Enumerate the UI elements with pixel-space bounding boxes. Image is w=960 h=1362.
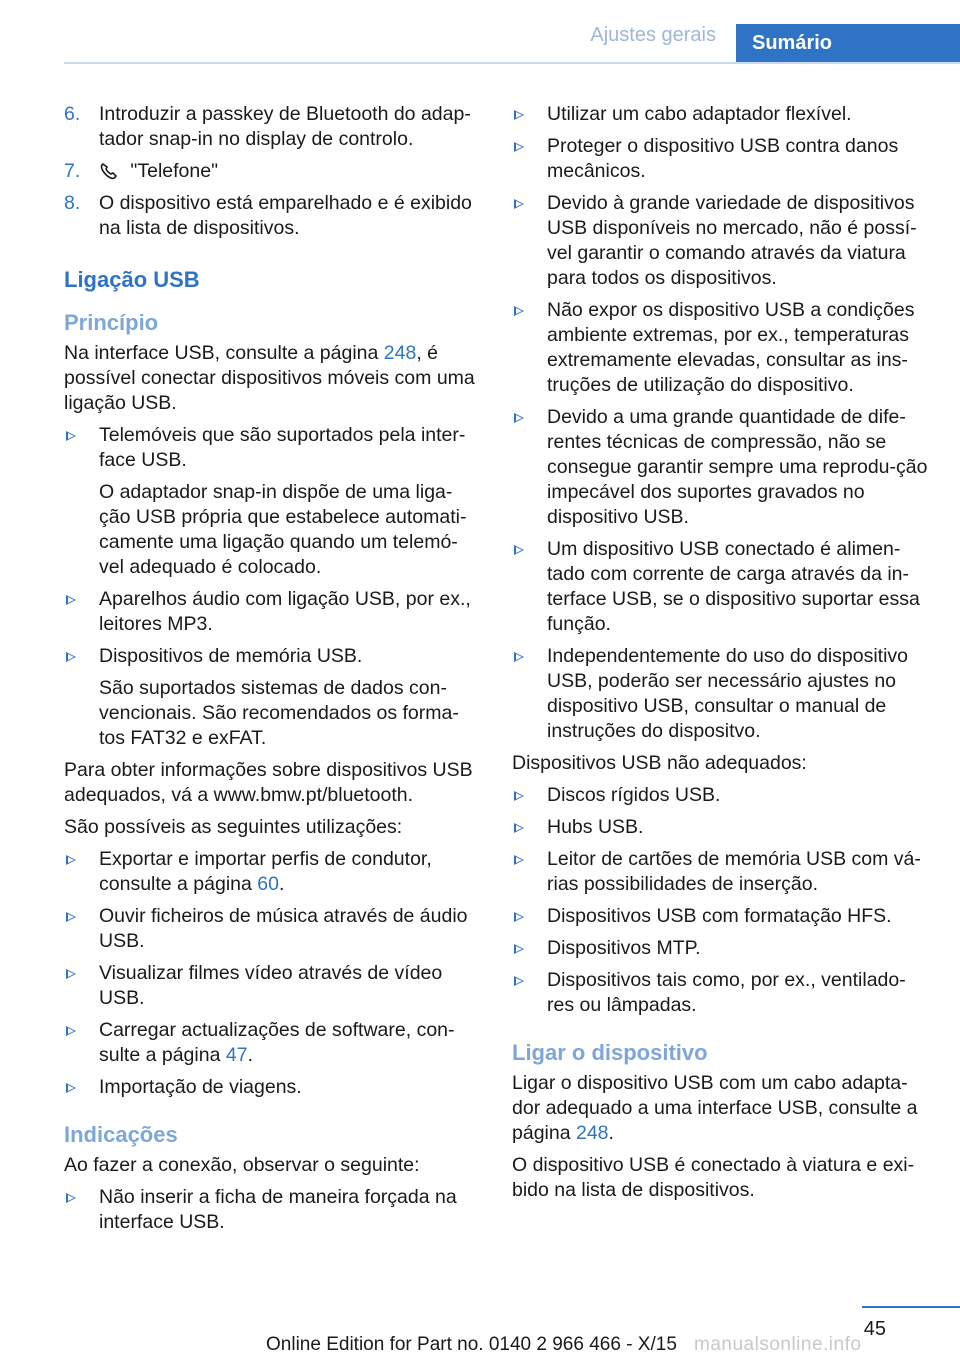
- step-text: Introduzir a passkey de Bluetooth do adap-tador snap-in no display de controlo.: [99, 103, 471, 150]
- page-link-60[interactable]: 60: [257, 873, 279, 895]
- list-item: Exportar e importar perfis de condutor, consulte a página 60.: [64, 847, 478, 897]
- section-tab-ajustes-gerais[interactable]: Ajustes gerais: [590, 24, 716, 46]
- list-item: Não expor os dispositivo USB a condições ambiente extremas, por ex., temperaturas extremamente elevadas, consultar as ins-truções de utilização do dispositivo.: [512, 298, 930, 398]
- list-item: Devido à grande variedade de dispositivos USB disponíveis no mercado, não é possí-vel garantir o comando através da viatura para todos os dispositivos.: [512, 191, 930, 291]
- list-item-detail: O adaptador snap-in dispõe de uma liga-ção USB própria que estabelece automati-camente uma ligação quando um telemó-vel adequado é colocado.: [99, 481, 467, 578]
- notes-paragraph: Ao fazer a conexão, observar o seguinte:: [64, 1154, 420, 1176]
- list-item: Carregar actualizações de software, con-sulte a página 47.: [64, 1018, 478, 1068]
- list-item: Leitor de cartões de memória USB com vá-rias possibilidades de inserção.: [512, 847, 930, 897]
- page-link-248[interactable]: 248: [575, 1122, 609, 1144]
- triangle-bullet-icon: [514, 855, 524, 865]
- connect-paragraph: Ligar o dispositivo USB com um cabo adapta-dor adequado a uma interface USB, consulte a página 248.: [512, 1072, 918, 1144]
- list-item: Utilizar um cabo adaptador flexível.: [512, 102, 930, 127]
- left-column: [64, 102, 478, 1242]
- triangle-bullet-icon: [66, 595, 76, 605]
- step-number: 7.: [64, 160, 81, 182]
- triangle-bullet-icon: [514, 545, 524, 555]
- triangle-bullet-icon: [66, 652, 76, 662]
- step-text: "Telefone": [130, 160, 218, 182]
- principle-heading: Princípio: [64, 310, 159, 335]
- triangle-bullet-icon: [514, 976, 524, 986]
- info-paragraph: Para obter informações sobre dispositivos USB adequados, vá a www.bmw.pt/bluetooth.: [64, 759, 473, 806]
- list-item: Hubs USB.: [512, 815, 930, 840]
- triangle-bullet-icon: [514, 912, 524, 922]
- list-item: Importação de viagens.: [64, 1075, 478, 1100]
- triangle-bullet-icon: [66, 431, 76, 441]
- triangle-bullet-icon: [66, 855, 76, 865]
- triangle-bullet-icon: [514, 142, 524, 152]
- step-number: 8.: [64, 192, 81, 214]
- triangle-bullet-icon: [514, 199, 524, 209]
- list-item: Proteger o dispositivo USB contra danos mecânicos.: [512, 134, 930, 184]
- principle-paragraph: Na interface USB, consulte a página 248, é possível conectar dispositivos móveis com uma ligação USB.: [64, 342, 475, 414]
- list-item: Dispositivos MTP.: [512, 936, 930, 961]
- list-item: Ouvir ficheiros de música através de áudio USB.: [64, 904, 478, 954]
- list-item: Um dispositivo USB conectado é alimen-tado com corrente de carga através da in-terface USB, se o dispositivo suportar essa função.: [512, 537, 930, 637]
- triangle-bullet-icon: [514, 823, 524, 833]
- step-8: [64, 191, 478, 241]
- usb-connection-heading: Ligação USB: [64, 267, 200, 292]
- watermark: manualsonline.info: [694, 1334, 862, 1355]
- uses-paragraph: São possíveis as seguintes utilizações:: [64, 816, 403, 838]
- list-item: Telemóveis que são suportados pela inter-face USB. O adaptador snap-in dispõe de uma liga-ção USB própria que estabelece automati-camente uma ligação quando um telemó-vel adequado é colocado.: [64, 423, 478, 580]
- list-item: Devido a uma grande quantidade de dife-rentes técnicas de compressão, não se consegue garantir sempre uma reprodu-ção impecável dos suportes gravados no dispositivo USB.: [512, 405, 930, 530]
- triangle-bullet-icon: [66, 912, 76, 922]
- list-item: Dispositivos de memória USB. São suportados sistemas de dados con-vencionais. São recomendados os forma-tos FAT32 e exFAT.: [64, 644, 478, 751]
- triangle-bullet-icon: [514, 306, 524, 316]
- list-item-detail: São suportados sistemas de dados con-vencionais. São recomendados os forma-tos FAT32 e exFAT.: [99, 677, 459, 749]
- triangle-bullet-icon: [514, 652, 524, 662]
- triangle-bullet-icon: [66, 1193, 76, 1203]
- footer-divider: [862, 1306, 960, 1308]
- header-divider: [64, 62, 960, 64]
- unsuitable-paragraph: Dispositivos USB não adequados:: [512, 752, 807, 774]
- list-item: Aparelhos áudio com ligação USB, por ex., leitores MP3.: [64, 587, 478, 637]
- right-column: [512, 102, 930, 1210]
- triangle-bullet-icon: [66, 969, 76, 979]
- list-item: Dispositivos tais como, por ex., ventilado-res ou lâmpadas.: [512, 968, 930, 1018]
- triangle-bullet-icon: [514, 944, 524, 954]
- phone-handset-icon: [99, 162, 119, 180]
- page-link-47[interactable]: 47: [225, 1044, 248, 1066]
- triangle-bullet-icon: [66, 1083, 76, 1093]
- triangle-bullet-icon: [514, 413, 524, 423]
- step-7: [64, 159, 478, 184]
- list-item: Independentemente do uso do dispositivo USB, poderão ser necessário ajustes no dispositivo USB, consultar o manual de instruções do dispositvo.: [512, 644, 930, 744]
- list-item: Visualizar filmes vídeo através de vídeo USB.: [64, 961, 478, 1011]
- page-number: 45: [863, 1318, 886, 1340]
- triangle-bullet-icon: [66, 1026, 76, 1036]
- connected-paragraph: O dispositivo USB é conectado à viatura e exi-bido na lista de dispositivos.: [512, 1154, 915, 1201]
- connect-device-heading: Ligar o dispositivo: [512, 1040, 708, 1065]
- triangle-bullet-icon: [514, 791, 524, 801]
- page-link-248[interactable]: 248: [383, 342, 417, 364]
- list-item: Discos rígidos USB.: [512, 783, 930, 808]
- step-text: O dispositivo está emparelhado e é exibido na lista de dispositivos.: [99, 192, 472, 239]
- summary-tab[interactable]: Sumário: [736, 24, 960, 64]
- triangle-bullet-icon: [514, 110, 524, 120]
- edition-footer: Online Edition for Part no. 0140 2 966 466 - X/15: [266, 1334, 677, 1355]
- list-item: Dispositivos USB com formatação HFS.: [512, 904, 930, 929]
- step-6: [64, 102, 478, 152]
- list-item: Não inserir a ficha de maneira forçada na interface USB.: [64, 1185, 478, 1235]
- step-number: 6.: [64, 103, 81, 125]
- notes-heading: Indicações: [64, 1122, 178, 1147]
